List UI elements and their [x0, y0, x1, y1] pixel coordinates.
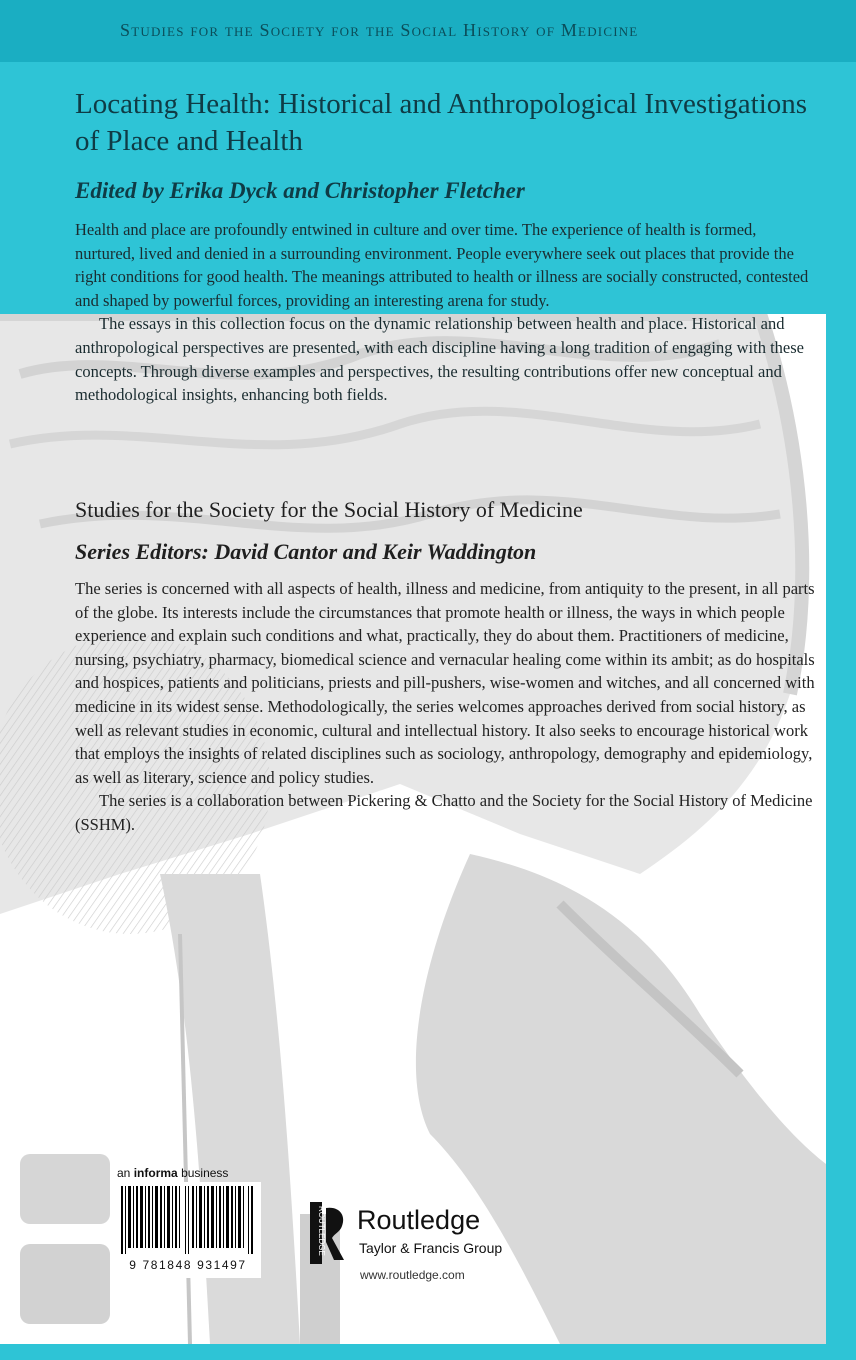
book-blurb	[75, 218, 820, 407]
informa-suffix: business	[181, 1166, 229, 1180]
series-band	[0, 0, 856, 62]
series-paragraph: The series is a collaboration between Pickering & Chatto and the Society for the Social History of Medicine (SSHM).	[75, 791, 813, 834]
blurb-paragraph: The essays in this collection focus on the dynamic relationship between health and place. Historical and anthropological perspectives are presented, with each discipline having a long tradition of engaging with these concepts. Through diverse examples and perspectives, the resulting contributions offer new conceptual and methodological insights, enhancing both fields.	[75, 314, 804, 405]
isbn-number: 9 781848 931497	[129, 1258, 247, 1272]
routledge-logo-text: ROUTLEDGE	[317, 1206, 326, 1256]
informa-tagline	[117, 1166, 228, 1180]
barcode-bars	[115, 1182, 261, 1254]
publisher-url: www.routledge.com	[360, 1268, 465, 1282]
blurb-paragraph: Health and place are profoundly entwined in culture and over time. The experience of health is formed, nurtured, lived and denied in a surrounding environment. People everywhere seek out places that provide the right conditions for good health. The meanings attributed to health or illness are socially constructed, contested and shaped by powerful forces, providing an interesting arena for study.	[75, 220, 809, 310]
publisher-group: Taylor & Francis Group	[359, 1240, 503, 1256]
series-title: Studies for the Society for the Social History of Medicine	[75, 497, 583, 522]
informa-prefix: an	[117, 1166, 131, 1180]
publisher-name: Routledge	[357, 1205, 481, 1235]
series-editors: Series Editors: David Cantor and Keir Waddington	[75, 539, 537, 564]
series-description	[75, 577, 820, 837]
book-title: Locating Health: Historical and Anthropological Investigations of Place and Health	[75, 88, 808, 157]
informa-bold: informa	[133, 1166, 178, 1180]
series-paragraph: The series is concerned with all aspects of health, illness and medicine, from antiquity to the present, in all parts of the globe. Its interests include the circumstances that promote health or illness, the ways in which people experience and explain such conditions and what, practically, they do about them. Practitioners of medicine, nursing, psychiatry, pharmacy, biomedical science and vernacular healing come within its ambit; as do hospitals and hospices, patients and politicians, priests and pill-pushers, wise-women and witches, and all concerned with medicine in its widest sense. Methodologically, the series welcomes approaches derived from social history, as well as relevant studies in economic, cultural and intellectual history. It also seeks to encourage historical work that employs the insights of related disciplines such as sociology, anthropology, demography and epidemiology, as well as literary, science and policy studies.	[75, 579, 815, 787]
series-band-label: Studies for the Society for the Social History of Medicine	[120, 20, 639, 40]
cyan-bottom-edge	[0, 1344, 856, 1360]
book-editors: Edited by Erika Dyck and Christopher Fletcher	[75, 178, 525, 203]
routledge-logo-icon	[310, 1202, 352, 1264]
cyan-right-edge	[826, 0, 856, 1360]
